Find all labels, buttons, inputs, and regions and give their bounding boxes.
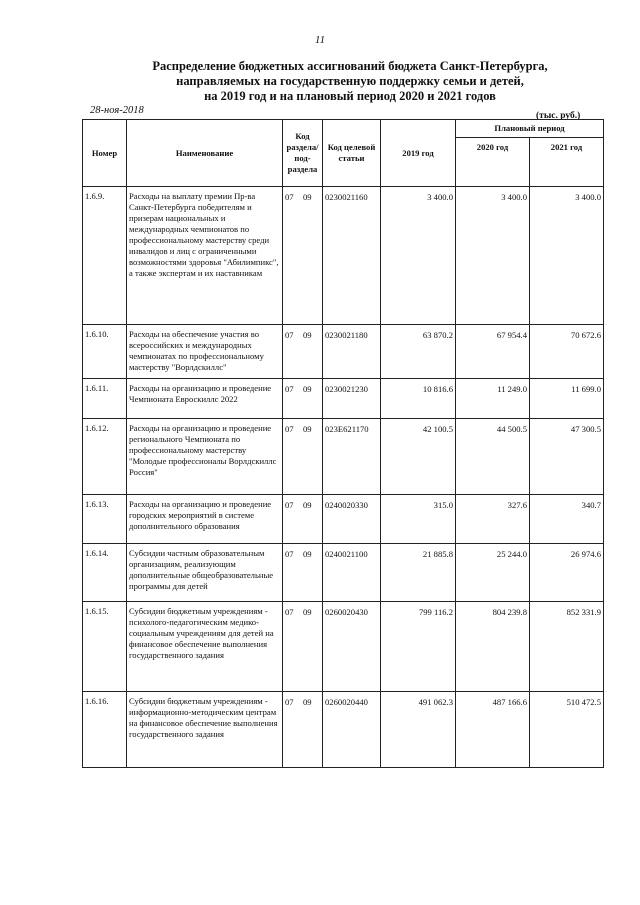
section-code: 07 <box>285 424 294 434</box>
table-row <box>83 325 604 379</box>
row-section-code <box>283 379 323 419</box>
table-row <box>83 379 604 419</box>
row-value-2019: 42 100.5 <box>381 419 456 495</box>
row-value-2020: 44 500.5 <box>456 419 530 495</box>
row-value-2021: 3 400.0 <box>530 187 604 325</box>
row-article-code: 0240021100 <box>323 544 381 602</box>
row-section-code <box>283 495 323 544</box>
header-planned-period: Плановый период <box>456 120 604 138</box>
row-name: Расходы на организацию и проведение городских мероприятий в системе дополнительного образования <box>127 495 283 544</box>
row-article-code: 0230021160 <box>323 187 381 325</box>
row-value-2020: 67 954.4 <box>456 325 530 379</box>
row-value-2019: 10 816.6 <box>381 379 456 419</box>
section-code: 07 <box>285 697 294 707</box>
section-code: 07 <box>285 384 294 394</box>
row-value-2020: 11 249.0 <box>456 379 530 419</box>
subsection-code: 09 <box>303 607 312 617</box>
header-article-code: Код целевой статьи <box>323 120 381 187</box>
row-number: 1.6.10. <box>83 325 127 379</box>
row-name: Расходы на обеспечение участия во всероссийских и международных чемпионатах по профессиональному мастерству "Ворлдскиллс" <box>127 325 283 379</box>
section-code: 07 <box>285 607 294 617</box>
row-number: 1.6.9. <box>83 187 127 325</box>
table-row <box>83 602 604 692</box>
title-line: направляемых на государственную поддержку семьи и детей, <box>176 74 524 88</box>
subsection-code: 09 <box>303 192 312 202</box>
row-value-2021: 510 472.5 <box>530 692 604 768</box>
row-value-2021: 11 699.0 <box>530 379 604 419</box>
subsection-code: 09 <box>303 384 312 394</box>
row-value-2021: 852 331.9 <box>530 602 604 692</box>
section-code: 07 <box>285 549 294 559</box>
row-name: Расходы на организацию и проведение регионального Чемпионата по профессиональному мастерству "Молодые профессионалы Ворлдскиллс Россия" <box>127 419 283 495</box>
table-row <box>83 692 604 768</box>
subsection-code: 09 <box>303 549 312 559</box>
row-article-code: 0240020330 <box>323 495 381 544</box>
row-name: Расходы на выплату премии Пр-ва Санкт-Петербурга победителям и призерам национальных и международных чемпионатов по профессиональному мастерству среди инвалидов и лиц с ограниченными возможностями здоровья "Абилимпикс", а также экспертам и их наставникам <box>127 187 283 325</box>
row-number: 1.6.14. <box>83 544 127 602</box>
section-code: 07 <box>285 192 294 202</box>
header-name: Наименование <box>127 120 283 187</box>
row-value-2019: 799 116.2 <box>381 602 456 692</box>
subsection-code: 09 <box>303 500 312 510</box>
row-value-2020: 327.6 <box>456 495 530 544</box>
row-value-2019: 3 400.0 <box>381 187 456 325</box>
title-line: на 2019 год и на плановый период 2020 и 2021 годов <box>204 89 496 103</box>
section-code: 07 <box>285 330 294 340</box>
row-value-2019: 21 885.8 <box>381 544 456 602</box>
row-number: 1.6.11. <box>83 379 127 419</box>
row-value-2019: 491 062.3 <box>381 692 456 768</box>
header-2020: 2020 год <box>456 137 530 186</box>
row-value-2021: 26 974.6 <box>530 544 604 602</box>
row-section-code <box>283 419 323 495</box>
header-number: Номер <box>83 120 127 187</box>
budget-table <box>82 119 604 768</box>
row-value-2021: 340.7 <box>530 495 604 544</box>
row-name: Субсидии бюджетным учреждениям - психолого-педагогическим медико-социальным учреждениям для детей на финансовое обеспечение выполнения государственного задания <box>127 602 283 692</box>
subsection-code: 09 <box>303 330 312 340</box>
row-number: 1.6.15. <box>83 602 127 692</box>
row-value-2020: 487 166.6 <box>456 692 530 768</box>
units-label: (тыс. руб.) <box>536 111 581 121</box>
table-row <box>83 187 604 325</box>
row-value-2021: 47 300.5 <box>530 419 604 495</box>
row-article-code: 0260020430 <box>323 602 381 692</box>
row-section-code <box>283 692 323 768</box>
row-value-2019: 63 870.2 <box>381 325 456 379</box>
row-article-code: 0230021230 <box>323 379 381 419</box>
row-number: 1.6.16. <box>83 692 127 768</box>
row-section-code <box>283 602 323 692</box>
document-title <box>130 59 570 104</box>
table-row <box>83 419 604 495</box>
header-2019: 2019 год <box>381 120 456 187</box>
table-row <box>83 544 604 602</box>
row-article-code: 0230021180 <box>323 325 381 379</box>
header-section-code: Код раздела/ под- раздела <box>283 120 323 187</box>
row-value-2020: 804 239.8 <box>456 602 530 692</box>
section-code: 07 <box>285 500 294 510</box>
row-section-code <box>283 544 323 602</box>
row-section-code <box>283 325 323 379</box>
row-name: Расходы на организацию и проведение Чемпионата Евроскиллс 2022 <box>127 379 283 419</box>
row-article-code: 0260020440 <box>323 692 381 768</box>
row-value-2021: 70 672.6 <box>530 325 604 379</box>
subsection-code: 09 <box>303 697 312 707</box>
row-value-2020: 3 400.0 <box>456 187 530 325</box>
row-number: 1.6.12. <box>83 419 127 495</box>
title-line: Распределение бюджетных ассигнований бюджета Санкт-Петербурга, <box>152 59 548 73</box>
table-row <box>83 495 604 544</box>
row-value-2019: 315.0 <box>381 495 456 544</box>
row-value-2020: 25 244.0 <box>456 544 530 602</box>
document-date: 28-ноя-2018 <box>90 105 144 116</box>
row-number: 1.6.13. <box>83 495 127 544</box>
subsection-code: 09 <box>303 424 312 434</box>
row-section-code <box>283 187 323 325</box>
header-2021: 2021 год <box>530 137 604 186</box>
row-name: Субсидии частным образовательным организациям, реализующим дополнительные общеобразовательные программы для детей <box>127 544 283 602</box>
page-number: 11 <box>314 34 326 46</box>
row-article-code: 023E621170 <box>323 419 381 495</box>
row-name: Субсидии бюджетным учреждениям - информационно-методическим центрам на финансовое обеспечение выполнения государственного задания <box>127 692 283 768</box>
